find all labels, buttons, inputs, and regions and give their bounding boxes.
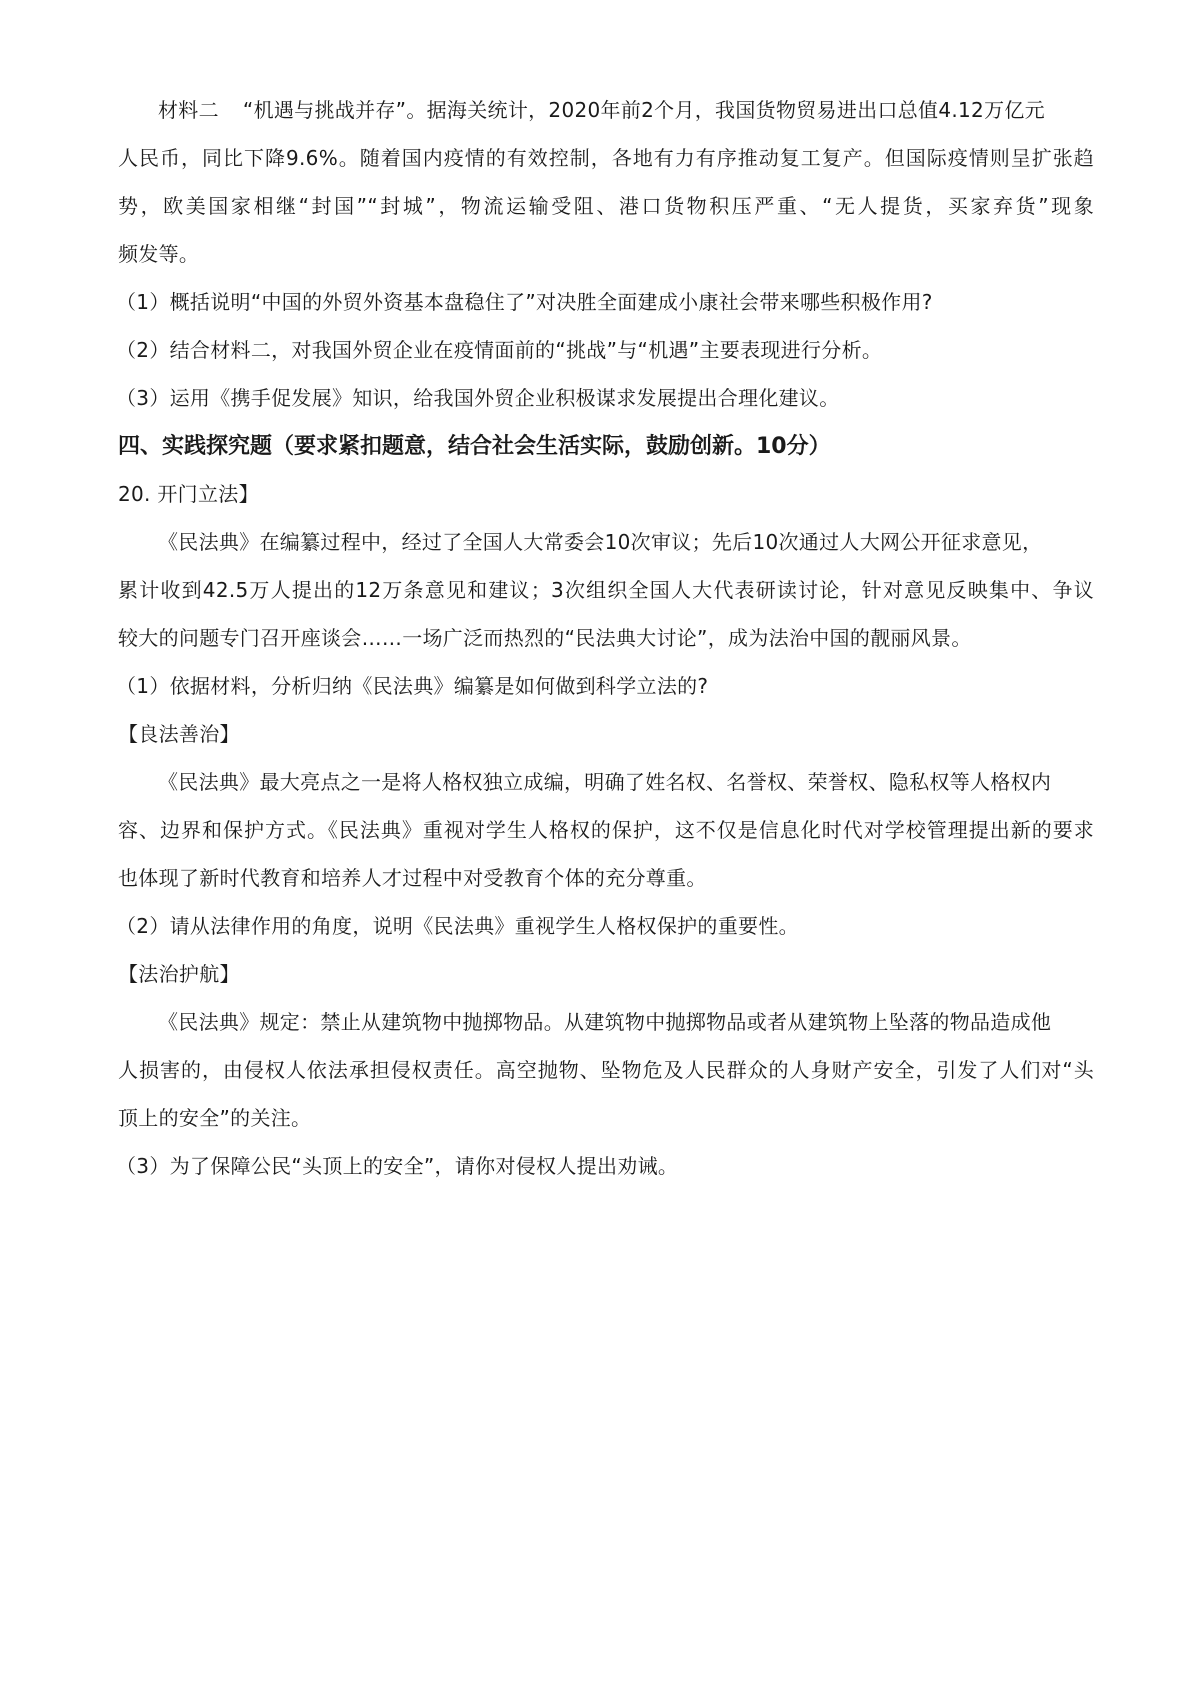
q20-p1-line3: 较大的问题专门召开座谈会……一场广泛而热烈的“民法典大讨论”，成为法治中国的靓丽风景。 xyxy=(118,626,972,650)
q20-p2-line1: 《民法典》最大亮点之一是将人格权独立成编，明确了姓名权、名誉权、荣誉权、隐私权等人格权内 xyxy=(158,770,1052,794)
q20-p3-line2: 人损害的，由侵权人依法承担侵权责任。高空抛物、坠物危及人民群众的人身财产安全，引发了人们对“头 xyxy=(118,1058,1094,1082)
q19-sub1: （1）概括说明“中国的外贸外资基本盘稳住了”对决胜全面建成小康社会带来哪些积极作用? xyxy=(116,290,933,314)
q20-p1-line1: 《民法典》在编纂过程中，经过了全国人大常委会10次审议；先后10次通过人大网公开征求意见， xyxy=(158,530,1043,554)
material2-label: 材料二 xyxy=(158,98,219,122)
q20-p3-line3: 顶上的安全”的关注。 xyxy=(118,1106,312,1130)
q20-p1-line2: 累计收到42.5万人提出的12万条意见和建议；3次组织全国人大代表研读讨论，针对意见反映集中、争议 xyxy=(118,578,1094,602)
material2-line4: 频发等。 xyxy=(118,242,200,266)
q20-p2-line2: 容、边界和保护方式。《民法典》重视对学生人格权的保护，这不仅是信息化时代对学校管理提出新的要求 xyxy=(118,818,1094,842)
material2-line2: 人民币，同比下降9.6%。随着国内疫情的有效控制，各地有力有序推动复工复产。但国际疫情则呈扩张趋 xyxy=(118,146,1094,170)
q20-sub2: （2）请从法律作用的角度，说明《民法典》重视学生人格权保护的重要性。 xyxy=(116,914,799,938)
q20-heading: 20. 开门立法】 xyxy=(118,482,259,506)
q20-p3-line1: 《民法典》规定：禁止从建筑物中抛掷物品。从建筑物中抛掷物品或者从建筑物上坠落的物品造成他 xyxy=(158,1010,1052,1034)
q20-sub1: （1）依据材料，分析归纳《民法典》编纂是如何做到科学立法的? xyxy=(116,674,709,698)
material2-line1: 材料二 “机遇与挑战并存”。据海关统计，2020年前2个月，我国货物贸易进出口总值4.12万亿元 xyxy=(158,98,1045,122)
material2-line3: 势，欧美国家相继“封国”“封城”，物流运输受阻、港口货物积压严重、“无人提货，买家弃货”现象 xyxy=(118,194,1094,218)
q20-p2-line3: 也体现了新时代教育和培养人才过程中对受教育个体的充分尊重。 xyxy=(118,866,707,890)
q20-sub3: （3）为了保障公民“头顶上的安全”，请你对侵权人提出劝诫。 xyxy=(116,1154,679,1178)
q19-sub2: （2）结合材料二，对我国外贸企业在疫情面前的“挑战”与“机遇”主要表现进行分析。 xyxy=(116,338,883,362)
q20-heading-2: 【良法善治】 xyxy=(118,722,240,746)
q19-sub3: （3）运用《携手促发展》知识，给我国外贸企业积极谋求发展提出合理化建议。 xyxy=(116,386,840,410)
q20-heading-3: 【法治护航】 xyxy=(118,962,240,986)
section4-title: 四、实践探究题（要求紧扣题意，结合社会生活实际，鼓励创新。10分） xyxy=(118,434,831,459)
